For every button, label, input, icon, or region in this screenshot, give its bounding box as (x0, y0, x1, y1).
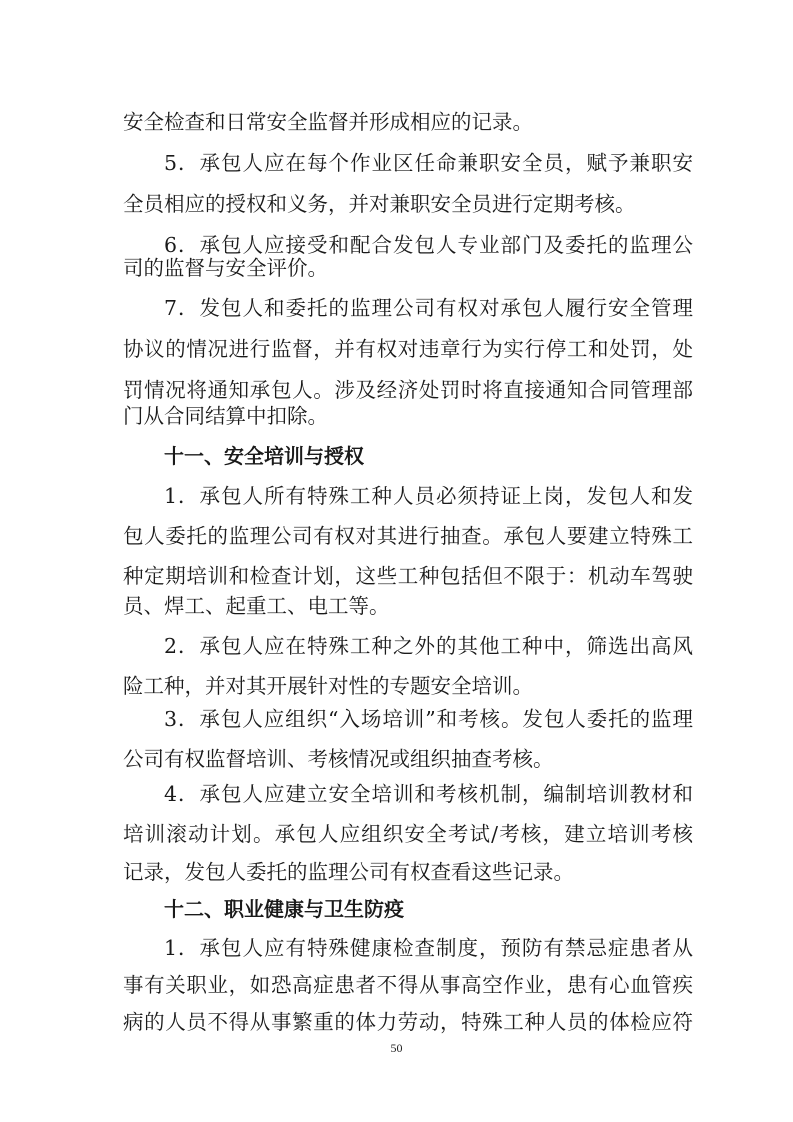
paragraph-line: 安全检查和日常安全监督并形成相应的记录。 (123, 110, 533, 134)
paragraph-line: 协议的情况进行监督，并有权对违章行为实行停工和处罚，处 (123, 337, 693, 361)
paragraph-line: 1．承包人应有特殊健康检查制度，预防有禁忌症患者从 (164, 936, 693, 960)
paragraph-line: 3．承包人应组织“入场培训”和考核。发包人委托的监理 (164, 707, 693, 731)
paragraph-line: 罚情况将通知承包人。涉及经济处罚时将直接通知合同管理部 (123, 378, 693, 402)
paragraph-line: 7．发包人和委托的监理公司有权对承包人履行安全管理 (164, 296, 693, 320)
paragraph-line: 记录，发包人委托的监理公司有权查看这些记录。 (123, 860, 574, 884)
paragraph-line: 培训滚动计划。承包人应组织安全考试/考核，建立培训考核 (123, 822, 693, 846)
paragraph-line: 1．承包人所有特殊工种人员必须持证上岗，发包人和发 (164, 484, 693, 508)
paragraph-line: 病的人员不得从事繁重的体力劳动，特殊工种人员的体检应符 (123, 1010, 693, 1034)
paragraph-line: 种定期培训和检查计划，这些工种包括但不限于：机动车驾驶 (123, 564, 693, 588)
paragraph-line: 4．承包人应建立安全培训和考核机制，编制培训教材和 (164, 782, 693, 806)
paragraph-line: 2．承包人应在特殊工种之外的其他工种中，筛选出高风 (164, 634, 693, 658)
section-heading: 十二、职业健康与卫生防疫 (164, 897, 404, 921)
paragraph-line: 门从合同结算中扣除。 (123, 404, 328, 428)
section-heading: 十一、安全培训与授权 (164, 444, 364, 468)
paragraph-line: 司的监督与安全评价。 (123, 256, 328, 280)
paragraph-line: 公司有权监督培训、考核情况或组织抽查考核。 (123, 747, 554, 771)
page-number: 50 (390, 1041, 403, 1055)
paragraph-line: 员、焊工、起重工、电工等。 (123, 594, 390, 618)
paragraph-line: 包人委托的监理公司有权对其进行抽查。承包人要建立特殊工 (123, 524, 693, 548)
paragraph-line: 全员相应的授权和义务，并对兼职安全员进行定期考核。 (123, 192, 636, 216)
paragraph-line: 事有关职业，如恐高症患者不得从事高空作业，患有心血管疾 (123, 973, 693, 997)
paragraph-line: 5．承包人应在每个作业区任命兼职安全员，赋予兼职安 (164, 151, 693, 175)
paragraph-line: 险工种，并对其开展针对性的专题安全培训。 (123, 674, 533, 698)
paragraph-line: 6．承包人应接受和配合发包人专业部门及委托的监理公 (164, 233, 693, 257)
